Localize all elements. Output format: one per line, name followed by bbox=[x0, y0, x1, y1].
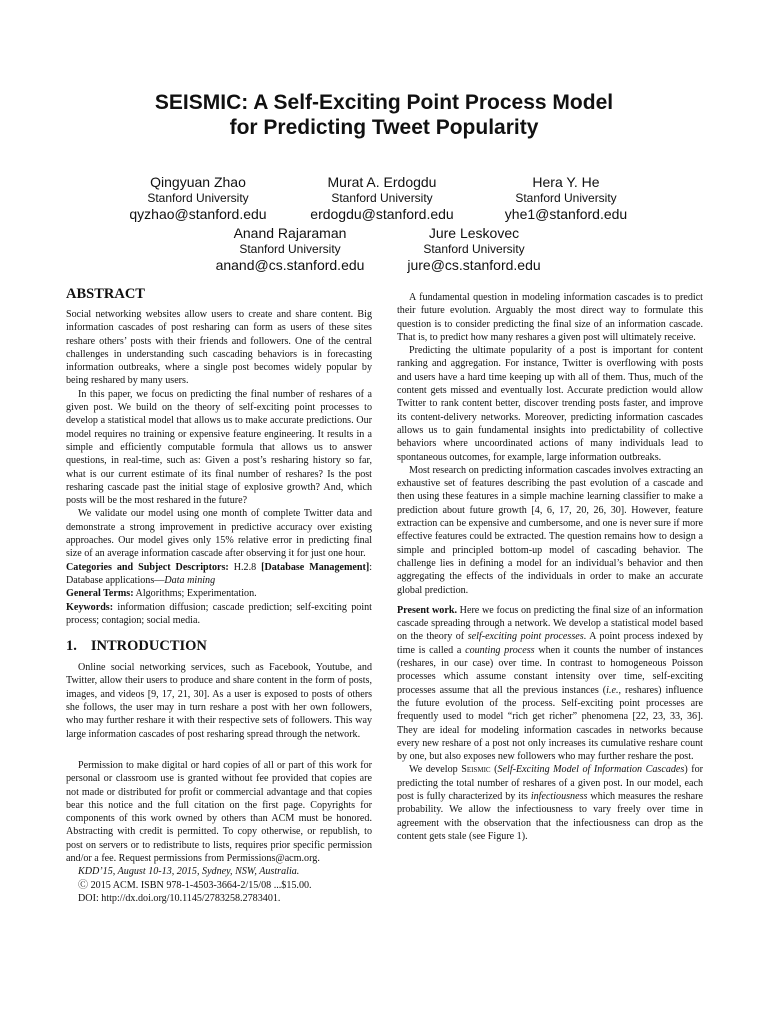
body-paragraph: A fundamental question in modeling information cascades is to predict their future evolution. Arguably the most direct way to formulate this question is to consider predicting the final size of an information cascade. That is, to predict how many reshares a given post will ultimately receive. bbox=[397, 292, 703, 343]
emphasis: Self-Exciting Model of Information Cascades bbox=[497, 764, 685, 776]
author-name: Jure Leskovec bbox=[428, 225, 520, 241]
categories-code: H.2.8 bbox=[233, 561, 257, 573]
categories-descriptors bbox=[66, 561, 372, 588]
section-heading-introduction bbox=[66, 637, 372, 655]
text-run: ( bbox=[490, 764, 498, 776]
model-name: Seismic bbox=[461, 764, 491, 776]
author-affiliation: Stanford University bbox=[239, 242, 341, 256]
text-run: We develop bbox=[409, 764, 462, 776]
emphasis: counting process bbox=[465, 644, 535, 656]
conference-info: KDD’15, August 10-13, 2015, Sydney, NSW, Australia. bbox=[78, 866, 300, 878]
keywords bbox=[66, 601, 372, 628]
abstract-paragraph: We validate our model using one month of complete Twitter data and demonstrate a strong improvement in predictive accuracy over existing approaches. Our model gives only 15% relative error in predicting final size of an average information cascade after observing it for just one hour. bbox=[66, 508, 372, 560]
text-run: . A point process indexed by time is called a bbox=[397, 631, 704, 656]
author-email: jure@cs.stanford.edu bbox=[407, 257, 541, 273]
present-work-runin: Present work. bbox=[397, 604, 457, 616]
seismic-paragraph bbox=[397, 763, 703, 843]
paper-title bbox=[0, 90, 768, 140]
emphasis: i.e., bbox=[606, 684, 621, 696]
section-number: 1. bbox=[66, 638, 77, 655]
general-terms-label: General Terms: bbox=[66, 588, 134, 600]
text-run: reshares) influence the future evolution of the process. Self-exciting point processes are frequently used to model “rich get richer” phenomena [22, 23, 33, 36]. They are ideal for modeling information cascades in networks because every new reshare of a post not only increases its cumulative reshare count by one, but also exposes new followers who may further reshare the post. bbox=[397, 684, 703, 763]
keywords-text: information diffusion; cascade prediction; self-exciting point process; contagion; social media. bbox=[66, 601, 372, 626]
categories-label: Categories and Subject Descriptors: bbox=[66, 561, 229, 573]
present-work-paragraph bbox=[397, 604, 703, 764]
copyright-line: Ⓒ 2015 ACM. ISBN 978-1-4503-3664-2/15/08 ...$15.00. bbox=[78, 879, 312, 891]
body-paragraph: Most research on predicting information cascades involves extracting an exhaustive set of features describing the past evolution of a cascade and then using these features in a simple machine learning classifier to make a prediction about future growth [4, 6, 17, 20, 26, 30]. However, feature extraction can be expensive and cumbersome, and one is never sure if more effective features could be extracted. The question remains how to design a simple and principled bottom-up model of cascading behavior. The challenge lies in defining a model for an individual’s behavior and then aggregating the effects of the individuals in order to make an accurate global prediction. bbox=[397, 464, 703, 596]
author-email: yhe1@stanford.edu bbox=[504, 206, 628, 222]
general-terms-text: Algorithms; Experimentation. bbox=[135, 588, 257, 600]
emphasis: self-exciting point processes bbox=[467, 631, 584, 643]
author-affiliation: Stanford University bbox=[423, 242, 525, 256]
title-line-2: for Predicting Tweet Popularity bbox=[229, 116, 539, 139]
permission-footnote bbox=[66, 759, 372, 905]
abstract-paragraph: Social networking websites allow users to create and share content. Big information cascades of post resharing can form as users of these sites reshare others’ posts with their friends and followers. One of the central challenges in understanding such cascading behaviors is in forecasting information outbreaks, where a single post becomes widely popular by being reshared by many users. bbox=[66, 309, 372, 387]
permission-text: Permission to make digital or hard copies of all or part of this work for personal or classroom use is granted without fee provided that copies are not made or distributed for profit or commercial advantage and that copies bear this notice and the full citation on the first page. Copyrights for components of this work owned by others than ACM must be honored. Abstracting with credit is permitted. To copy otherwise, or republish, to post on servers or to redistribute to lists, requires prior specific permission and/or a fee. Request permissions from Permissions@acm.org. bbox=[66, 759, 372, 864]
intro-paragraph: Online social networking services, such as Facebook, Youtube, and Twitter, allow their users to produce and share content in the form of posts, images, and videos [9, 17, 21, 30]. As a user is exposed to posts of others she follows, the user may in turn reshare a post with her own followers, who may further reshare it with their respective sets of followers. This way large information cascades of post resharing spread through the network. bbox=[66, 662, 372, 740]
right-column bbox=[397, 291, 703, 843]
author-email: erdogdu@stanford.edu bbox=[310, 206, 454, 222]
text-run: Here we focus on predicting the final size of an information cascade spreading through a network. We develop a statistical model based on the theory of bbox=[397, 604, 703, 643]
abstract-paragraph: In this paper, we focus on predicting the final number of reshares of a given post. We build on the theory of self-exciting point processes to develop a statistical model that allows us to make accurate predictions. Our model requires no training or expensive feature engineering. It results in a simple and efficiently computable formula that allows us to answer questions, in real-time, such as: Given a post’s resharing history so far, what is our current estimate of its final number of reshares? Is the post resharing cascade past the initial stage of explosive growth? And, which posts will be the most reshared in the future? bbox=[66, 388, 372, 507]
categories-bracket: [Database Management] bbox=[261, 561, 370, 573]
text-run: ) for predicting the total number of reshares of a given post. In our model, each post is fully characterized by its bbox=[397, 764, 703, 802]
author-email: anand@cs.stanford.edu bbox=[215, 257, 365, 273]
emphasis: infectiousness bbox=[530, 790, 588, 802]
author-affiliation: Stanford University bbox=[331, 191, 433, 205]
author-name: Murat A. Erdogdu bbox=[327, 174, 437, 190]
author-email: qyzhao@stanford.edu bbox=[129, 206, 267, 222]
abstract-heading: ABSTRACT bbox=[66, 286, 145, 302]
author-block bbox=[446, 174, 686, 223]
author-block bbox=[354, 225, 594, 274]
body-paragraph: Predicting the ultimate popularity of a post is important for content ranking and aggregation. For instance, Twitter is overflowing with posts and users have a hard time keeping up with all of them. Thus, much of the content gets missed and eventually lost. Accurate prediction would allow Twitter to rank content better, discover trending posts faster, and improve its content-delivery networks. Moreover, predicting information cascades allows us to gain fundamental insights into predictability of collective behaviors where uncoordinated actions of many individuals lead to spontaneous outcomes, for example, large information outbreaks. bbox=[397, 345, 703, 463]
author-affiliation: Stanford University bbox=[515, 191, 617, 205]
general-terms bbox=[66, 587, 372, 600]
section-title: INTRODUCTION bbox=[90, 638, 207, 655]
text-run: which measures the reshare probability. We allow the infectiousness to vary freely over time in agreement with the observation that the infectiousness can drop as the content gets stale (see Figure 1). bbox=[397, 790, 703, 842]
categories-text: : Database applications— bbox=[66, 561, 373, 586]
title-line-1: SEISMIC: A Self-Exciting Point Process Model bbox=[154, 91, 614, 114]
author-name: Qingyuan Zhao bbox=[150, 174, 246, 190]
author-name: Hera Y. He bbox=[532, 174, 600, 190]
left-column bbox=[66, 285, 372, 905]
author-affiliation: Stanford University bbox=[147, 191, 249, 205]
text-run: when it counts the number of instances (reshares, in our case) over time. In contrast to homogeneous Poisson processes which assume constant intensity over time, self-exciting processes assume that all the previous instances ( bbox=[397, 644, 704, 696]
author-name: Anand Rajaraman bbox=[233, 225, 347, 241]
doi-line: DOI: http://dx.doi.org/10.1145/2783258.2783401. bbox=[78, 892, 281, 904]
categories-italic: Data mining bbox=[164, 574, 216, 586]
keywords-label: Keywords: bbox=[66, 601, 114, 613]
